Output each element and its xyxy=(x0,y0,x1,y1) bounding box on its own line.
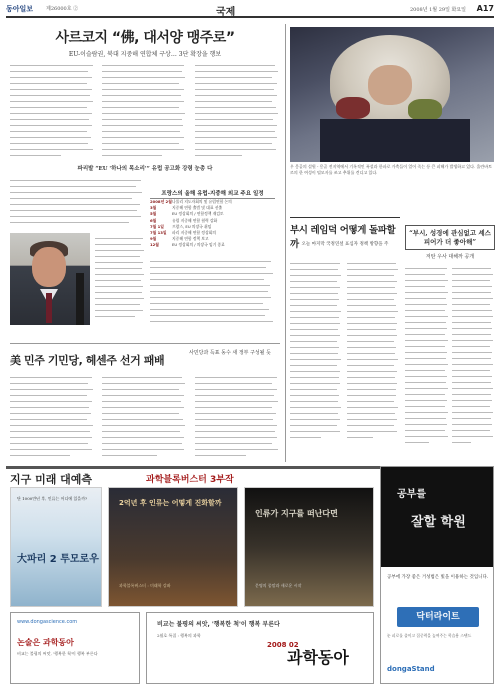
schedule-title: 프랑스의 올해 유럽-지중해 외교 주요 일정 xyxy=(150,189,275,199)
article-body xyxy=(102,372,187,460)
ad-book-tomorrow[interactable] xyxy=(10,487,102,607)
ad-book-title: 大파리 2 투모로우 xyxy=(17,554,99,565)
ad-banner-title: 지구 미래 대예측 xyxy=(10,473,93,486)
article-body xyxy=(10,372,95,460)
ad-lamp-fine-print: 눈 피로를 줄이고 집중력을 높여주는 학습용 스탠드 xyxy=(387,633,472,638)
article-body xyxy=(95,233,145,325)
schedule-event: EU 정상회의 / 연합정책 재검토 xyxy=(172,211,224,217)
masthead xyxy=(6,4,494,18)
sarkozy-photo xyxy=(10,233,90,325)
headline-germany[interactable]: 美 민주 기민당, 헤센주 선거 패배 xyxy=(10,354,165,367)
ad-book-title: 인류가 지구를 떠난다면 xyxy=(255,509,338,518)
headline-bush-shakespeare[interactable]: “부시, 성경에 관심없고 셰스피어가 더 좋아해” xyxy=(405,225,495,250)
ad-science-magazine[interactable] xyxy=(146,612,374,684)
ad-book-tagline: 과학블록버스터 : 미래학 강좌 xyxy=(119,583,171,588)
schedule-event: 나폴리 지도자회의 및 유럽연합 논의 xyxy=(172,199,232,204)
issue-number: 제26000호 ② xyxy=(46,6,79,12)
schedule-table xyxy=(150,199,275,249)
ad-dongascience[interactable] xyxy=(10,612,140,684)
headline-bush[interactable]: 부시 레임덕 어떻게 돌파할까 xyxy=(290,217,400,250)
schedule-date: 7월 13일 xyxy=(150,230,167,236)
publish-date: 2008년 1월 29일 화요일 xyxy=(409,7,466,13)
article-body xyxy=(102,60,187,160)
article-body xyxy=(10,175,145,230)
article-body xyxy=(195,60,280,160)
ad-banner-subtitle: 과학블록버스터 3부작 xyxy=(146,475,234,485)
schedule-event: 프랑스, EU 의장국 취임 xyxy=(172,223,212,229)
schedule-event: EU 정상회의 / 의장국 임기 종료 xyxy=(172,242,225,248)
article-body xyxy=(290,258,342,458)
schedule-event: 지중해 연합 출범 및 대표 선출 xyxy=(172,205,223,211)
article-body xyxy=(150,256,275,326)
ad-book-tagline: 단 1000만년 후, 인류는 어디에 있을까? xyxy=(17,496,88,501)
schedule-date: 6월 xyxy=(150,217,157,223)
schedule-date: 7월 1일 xyxy=(150,223,164,229)
article-body xyxy=(195,372,280,460)
column-divider xyxy=(285,24,286,462)
ad-lamp-slogan: 잘할 학원 xyxy=(411,515,466,530)
mid-headline: 파리발 “EU '하나의 목소리'” 유럽 공고화 강령 눈총 다 xyxy=(77,166,213,172)
mongolia-photo xyxy=(290,27,494,162)
ad-magazine-name: 과학동아 xyxy=(287,648,349,667)
ad-text: 2월호 특집 : 행복의 과학 xyxy=(157,633,201,638)
ad-book-earth[interactable] xyxy=(244,487,374,607)
divider xyxy=(10,343,280,344)
schedule-date: 9월 xyxy=(150,236,157,242)
article-body xyxy=(347,258,399,458)
ad-lamp-text: 공부에 가장 좋은 거성법은 빛을 이용하는 것입니다. xyxy=(387,575,489,580)
ad-title: 비교는 불평의 씨앗, '행복한 척'이 행복 부른다 xyxy=(157,621,280,628)
schedule-date: 5월 xyxy=(150,211,157,217)
newspaper-logo: 동아일보 xyxy=(6,5,34,13)
section-title: 국제 xyxy=(216,7,236,18)
page-number: A17 xyxy=(476,4,494,13)
schedule-event: 유럽 지중해 연합 협력 강화 xyxy=(172,217,218,223)
photo-caption: 우 몽골의 설원 - 몽골 전지역에서 기록적인 폭설과 한파로 가축들이 얼어 죽는 등 큰 피해가 발생하고 있다. 울란바토르의 한 여성이 털모자를 쓰고 추위를 견디고 있다. xyxy=(290,164,492,175)
ad-text: 비교는 불평의 씨앗, '행복한 척'이 행복 부른다 xyxy=(17,651,98,656)
article-body xyxy=(405,263,449,458)
article-body xyxy=(452,263,494,458)
schedule-event: 파리 지중해 연합 정상회의 xyxy=(172,230,216,236)
ad-book-future[interactable] xyxy=(108,487,238,607)
subhead-sarkozy: EU-이슬람권, 북대 지중해 연합체 구상… 3단 확장을 행보 xyxy=(68,51,222,58)
ad-book-title: 2억년 후 인류는 어떻게 진화할까 xyxy=(119,499,222,507)
subhead-bush-shakespeare: 저탄 우사 대해까 공개 xyxy=(425,254,475,260)
schedule-date: 2008년 2월 xyxy=(150,199,172,204)
ad-url[interactable]: www.dongascience.com xyxy=(17,619,78,625)
ad-study-lamp[interactable] xyxy=(380,466,494,684)
schedule-row xyxy=(150,242,275,248)
schedule-date: 3월 xyxy=(150,205,157,211)
ad-title: 논술은 과학동아 xyxy=(17,638,74,647)
schedule-date: 12월 xyxy=(150,242,159,248)
ad-book-tagline: 문명의 종말과 새로운 시작 xyxy=(255,583,302,588)
subhead-germany: 사민당과 득표 동수 새 정부 구성될 듯 xyxy=(189,350,271,356)
ad-issue-date: 2008 02 xyxy=(267,641,299,649)
ad-lamp-logo: dongaStand xyxy=(387,665,435,673)
ad-lamp-slogan: 공부를 xyxy=(397,489,426,500)
ad-lamp-brand: 닥터라이트 xyxy=(397,607,479,627)
headline-sarkozy[interactable]: 사르코지 “佛, 대서양 맹주로” xyxy=(55,30,235,46)
subhead-bush: 오늘 마지막 국정연설 표심자 정책 방향을 주 xyxy=(301,242,389,247)
article-body xyxy=(10,60,95,160)
schedule-event: 지중해 연합 정책 보고 xyxy=(172,236,209,242)
